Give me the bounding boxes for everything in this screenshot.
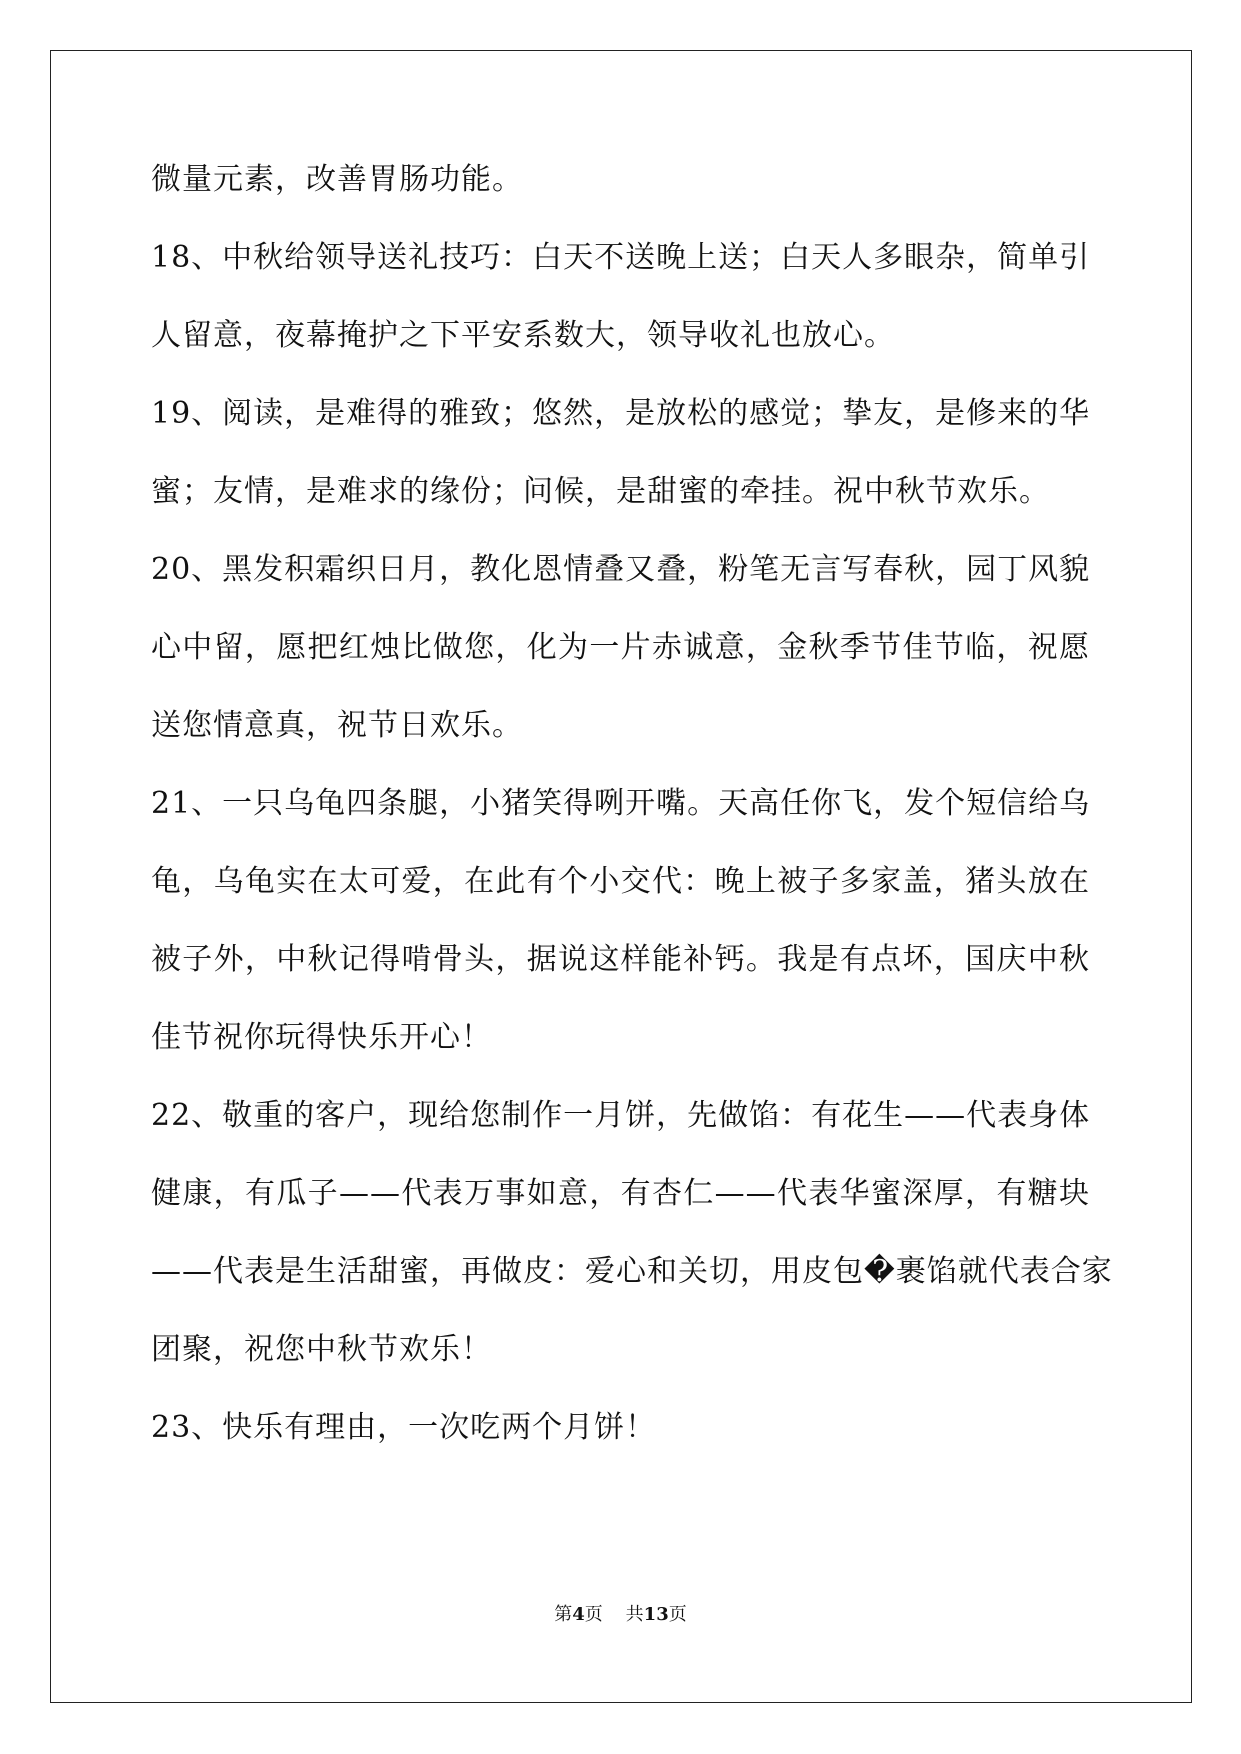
page-footer bbox=[0, 1603, 1241, 1627]
total-prefix: 共 bbox=[625, 1604, 644, 1625]
page-number: 4 bbox=[572, 1604, 585, 1625]
text-line: 21、一只乌龟四条腿，小猪笑得咧开嘴。天高任你飞，发个短信给乌 bbox=[151, 786, 1091, 821]
text-line: 22、敬重的客户，现给您制作一月饼，先做馅：有花生——代表身体 bbox=[151, 1098, 1091, 1133]
text-line: ——代表是生活甜蜜，再做皮：爱心和关切，用皮包�裹馅就代表合家 bbox=[151, 1254, 1113, 1289]
text-line: 20、黑发积霜织日月，教化恩情叠又叠，粉笔无言写春秋，园丁风貌 bbox=[151, 552, 1091, 587]
text-line: 蜜；友情，是难求的缘份；问候，是甜蜜的牵挂。祝中秋节欢乐。 bbox=[151, 474, 1050, 509]
text-line: 健康，有瓜子——代表万事如意，有杏仁——代表华蜜深厚，有糖块 bbox=[151, 1176, 1090, 1211]
text-line: 龟，乌龟实在太可爱，在此有个小交代：晚上被子多家盖，猪头放在 bbox=[151, 864, 1090, 899]
text-line: 23、快乐有理由，一次吃两个月饼！ bbox=[151, 1410, 657, 1445]
text-line: 佳节祝你玩得快乐开心！ bbox=[151, 1020, 492, 1055]
text-line: 19、阅读，是难得的雅致；悠然，是放松的感觉；挚友，是修来的华 bbox=[151, 396, 1091, 431]
page-prefix: 第 bbox=[554, 1604, 573, 1625]
total-suffix: 页 bbox=[668, 1604, 687, 1625]
document-body bbox=[151, 160, 1113, 1486]
text-line: 送您情意真，祝节日欢乐。 bbox=[151, 708, 523, 743]
text-line: 18、中秋给领导送礼技巧：白天不送晚上送；白天人多眼杂，简单引 bbox=[151, 240, 1091, 275]
text-line: 被子外，中秋记得啃骨头，据说这样能补钙。我是有点坏，国庆中秋 bbox=[151, 942, 1090, 977]
page-suffix: 页 bbox=[584, 1604, 603, 1625]
text-line: 微量元素，改善胃肠功能。 bbox=[151, 162, 523, 197]
text-line: 人留意，夜幕掩护之下平安系数大，领导收礼也放心。 bbox=[151, 318, 895, 353]
text-line: 心中留，愿把红烛比做您，化为一片赤诚意，金秋季节佳节临，祝愿 bbox=[151, 630, 1090, 665]
total-pages: 13 bbox=[643, 1604, 669, 1625]
text-line: 团聚，祝您中秋节欢乐！ bbox=[151, 1332, 492, 1367]
